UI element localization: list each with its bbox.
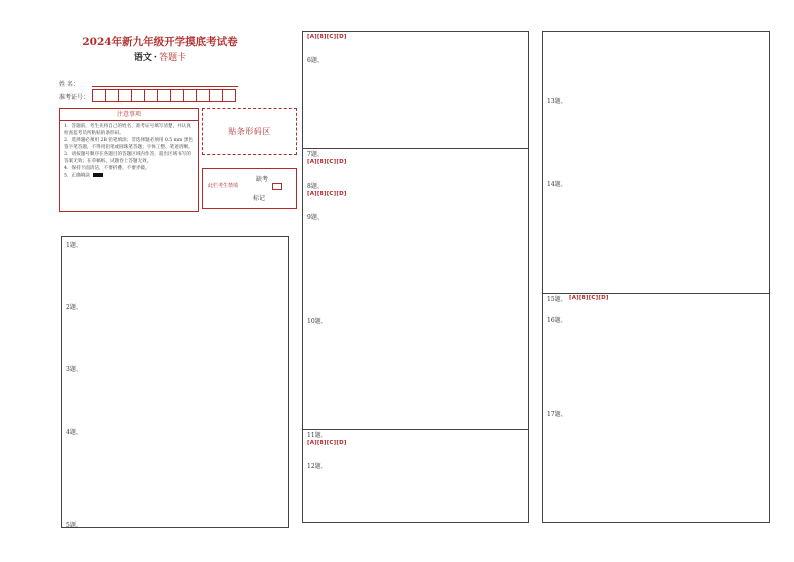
choice-bubbles-7[interactable]: [A][B][C][D]	[307, 159, 347, 165]
answer-panel-1[interactable]	[61, 236, 289, 528]
choice-bubbles-6[interactable]: [A][B][C][D]	[307, 34, 347, 40]
question-7-label: 7题、	[307, 151, 323, 158]
subtitle-separator: ·	[153, 53, 158, 63]
absent-staff-only-label: 此栏考生禁填	[208, 183, 239, 189]
question-3-label: 3题、	[66, 366, 82, 373]
section-divider	[303, 148, 528, 149]
barcode-area: 贴条形码区	[202, 108, 297, 155]
exam-id-digit-box[interactable]	[170, 89, 184, 102]
section-divider	[543, 293, 769, 294]
notice-item: 1．答题前，考生先将自己的姓名、准考证号填写清楚，并认真检查监考员所粘贴的条形码。	[64, 124, 191, 136]
notice-heading: 注意事项	[60, 109, 198, 121]
question-6-label: 6题、	[307, 57, 323, 64]
page-title: 2024年新九年级开学摸底考试卷	[82, 36, 238, 48]
choice-bubbles-11[interactable]: [A][B][C][D]	[307, 440, 347, 446]
exam-id-digit-box[interactable]	[144, 89, 158, 102]
notice-item-correct-fill	[64, 173, 194, 180]
exam-id-label: 准考证号：	[59, 94, 90, 101]
exam-id-digit-box[interactable]	[222, 89, 236, 102]
absent-mark-box	[202, 168, 297, 209]
exam-id-digit-box[interactable]	[118, 89, 132, 102]
question-1-label: 1题、	[66, 242, 82, 249]
page-subtitle	[60, 50, 260, 63]
question-2-label: 2题、	[66, 304, 82, 311]
question-17-label: 17题、	[547, 411, 567, 418]
question-10-label: 10题、	[307, 318, 327, 325]
absent-label-bottom: 标记	[253, 195, 266, 202]
card-label: 答题卡	[159, 53, 187, 63]
filled-sample-mark	[93, 173, 103, 177]
absent-label-top: 缺考	[256, 176, 269, 183]
exam-id-digit-box[interactable]	[183, 89, 197, 102]
question-12-label: 12题、	[307, 463, 327, 470]
answer-panel-2[interactable]	[302, 31, 529, 523]
exam-id-digit-box[interactable]	[105, 89, 119, 102]
notice-item: 4．保持卡面清洁，不要折叠、不要弄破。	[64, 165, 150, 171]
exam-id-digit-box[interactable]	[157, 89, 171, 102]
exam-id-digit-box[interactable]	[92, 89, 106, 102]
notice-list	[64, 124, 194, 180]
question-13-label: 13题、	[547, 98, 567, 105]
choice-bubbles-15[interactable]: [A][B][C][D]	[569, 295, 609, 301]
question-5-label: 5题、	[66, 522, 82, 529]
subject-label: 语文	[133, 53, 152, 63]
question-4-label: 4题、	[66, 429, 82, 436]
exam-id-boxes[interactable]	[92, 89, 235, 102]
notice-item: 2．选择题必须用 2B 铅笔填涂；非选择题必须用 0.5 mm 黑色签字笔答题，不得用铅笔或圆珠笔答题；字体工整、笔迹清晰。	[64, 137, 194, 150]
question-14-label: 14题、	[547, 181, 567, 188]
question-9-label: 9题、	[307, 214, 323, 221]
name-field[interactable]	[92, 86, 238, 87]
question-16-label: 16题、	[547, 317, 567, 324]
exam-id-digit-box[interactable]	[209, 89, 223, 102]
question-15-label: 15题、	[547, 296, 567, 303]
exam-id-digit-box[interactable]	[196, 89, 210, 102]
question-11-label: 11题、	[307, 432, 327, 439]
question-8-label: 8题、	[307, 183, 323, 190]
notice-box	[59, 108, 199, 212]
answer-panel-3[interactable]	[542, 31, 770, 523]
name-label: 姓 名：	[59, 81, 79, 88]
choice-bubbles-8[interactable]: [A][B][C][D]	[307, 191, 347, 197]
notice-item: 3．请按题号顺序在各题目的答题区域内作答，超出区域书写的答案无效；在草稿纸、试题卷上答题无效。	[64, 151, 191, 164]
notice-item-text: 5．正确填涂	[64, 173, 90, 179]
section-divider	[303, 429, 528, 430]
absent-checkbox[interactable]	[272, 183, 282, 190]
exam-id-digit-box[interactable]	[131, 89, 145, 102]
